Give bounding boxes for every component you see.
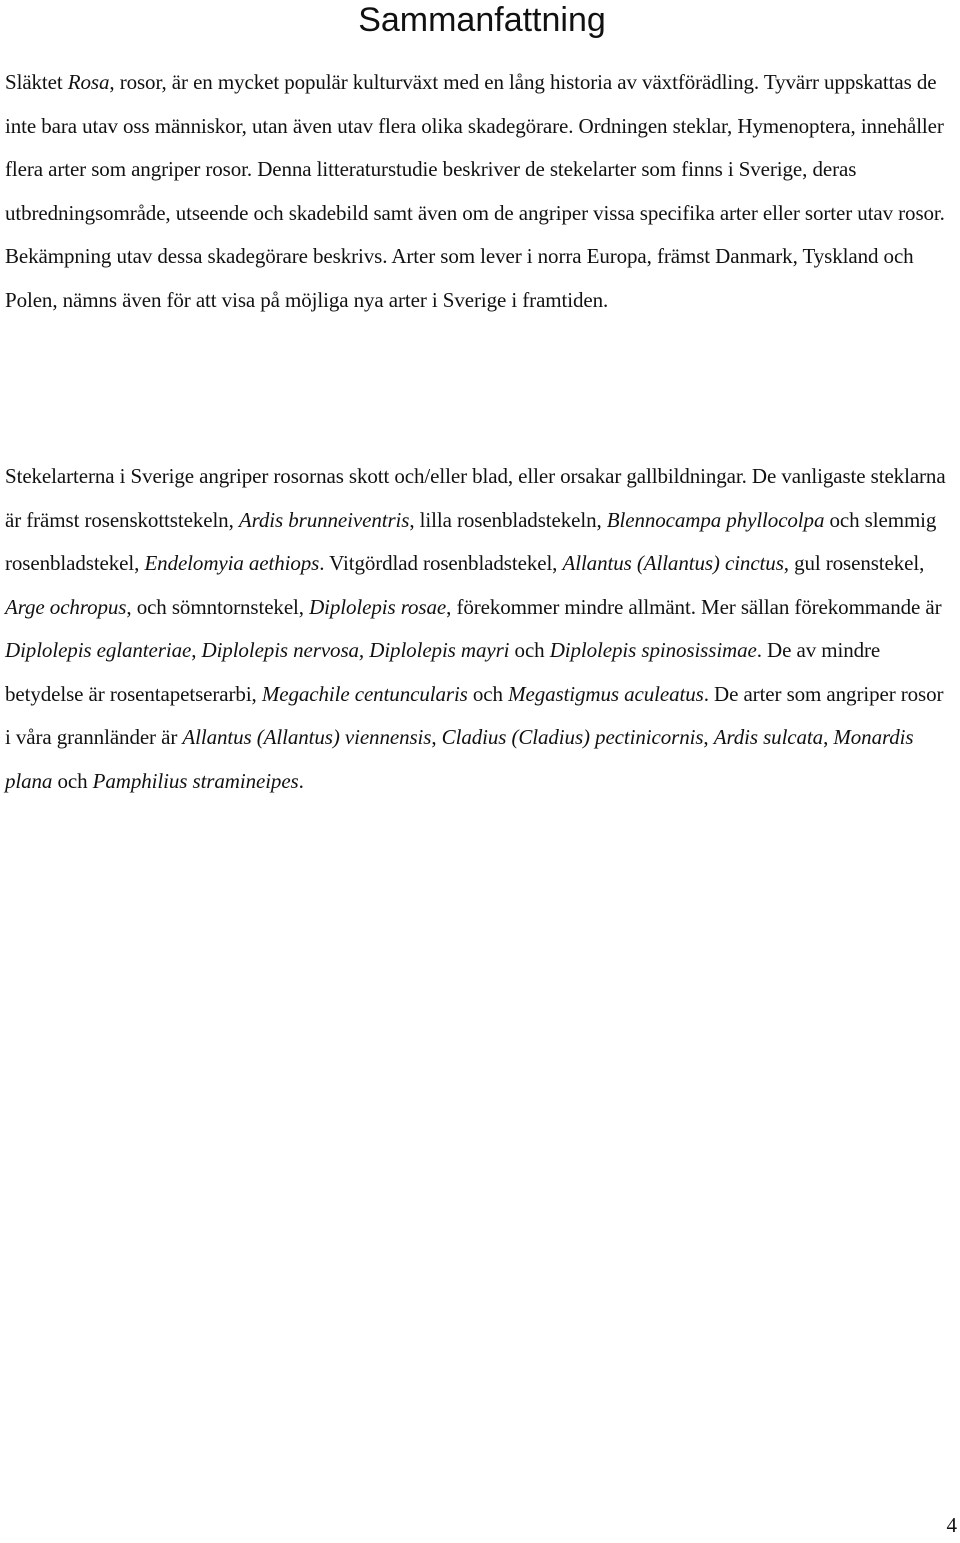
summary-paragraph-1 — [5, 61, 953, 322]
latin-name: Ardis brunneiventris — [238, 507, 410, 532]
summary-paragraph-2 — [5, 455, 953, 803]
text-run: . — [298, 768, 304, 793]
latin-name: Allantus (Allantus) cinctus — [562, 551, 784, 575]
latin-name: Monardis plana — [5, 725, 914, 793]
text-run: , lilla rosenbladstekeln, — [409, 507, 607, 532]
latin-name: Pamphilius stramineipes — [92, 768, 299, 793]
text-run: , — [431, 725, 442, 749]
latin-name: Diplolepis rosae — [309, 594, 447, 619]
page-number: 4 — [946, 1513, 957, 1537]
text-run: Stekelarterna i Sverige angriper rosornas skott och/eller blad, eller orsakar gallbildningar. De vanligaste steklarna är främst rosenskottstekeln, — [5, 464, 946, 532]
text-run: , gul rosenstekel, — [783, 551, 925, 575]
latin-name: Cladius (Cladius) pectinicornis — [441, 725, 704, 749]
text-run: , rosor, är en mycket populär kulturväxt med en lång historia av växtförädling. Tyvärr uppskattas de inte bara utav oss människor, utan även utav flera olika skadegörare. Ordningen steklar, Hymenoptera, innehåller flera arter som angriper rosor. Denna litteraturstudie beskriver de stekelarter som finns i Sverige, deras utbredningsområde, utseende och skadebild samt även om de angriper vissa specifika arter eller sorter utav rosor. Bekämpning utav dessa skadegörare beskrivs. Arter som lever i norra Europa, främst Danmark, Tyskland och Polen, nämns även för att visa på möjliga nya arter i Sverige i framtiden. — [5, 70, 945, 312]
text-run: , — [823, 725, 834, 749]
page-title: Sammanfattning — [358, 1, 606, 39]
text-run: , — [191, 638, 202, 662]
text-run: och — [509, 638, 550, 662]
text-run: , och sömntornstekel, — [126, 594, 310, 619]
text-run: och — [467, 681, 509, 706]
latin-name: Arge ochropus — [5, 594, 127, 619]
latin-name: Endelomyia aethiops — [144, 551, 320, 575]
latin-name: Megachile centuncularis — [261, 681, 468, 706]
text-run: , förekommer mindre allmänt. Mer sällan förekommande är — [446, 594, 942, 619]
latin-name: Diplolepis mayri — [369, 638, 510, 662]
text-run: . De av mindre betydelse är rosentapetserarbi, — [5, 638, 881, 706]
latin-name: Rosa — [67, 70, 110, 94]
text-run: Släktet — [5, 70, 68, 94]
latin-name: Diplolepis eglanteriae — [5, 638, 192, 662]
text-run: , — [703, 725, 714, 749]
text-run: och — [52, 768, 93, 793]
text-run: . Vitgördlad rosenbladstekel, — [319, 551, 563, 575]
latin-name: Ardis sulcata — [713, 725, 824, 749]
latin-name: Blennocampa phyllocolpa — [606, 507, 825, 532]
latin-name: Megastigmus aculeatus — [508, 681, 704, 706]
latin-name: Diplolepis nervosa, — [201, 638, 365, 662]
latin-name: Allantus (Allantus) viennensis — [182, 725, 432, 749]
text-run: . De arter som angriper rosor i våra grannländer är — [5, 681, 944, 749]
latin-name: Diplolepis spinosissimae — [549, 638, 757, 662]
text-run: och slemmig rosenbladstekel, — [5, 507, 937, 575]
